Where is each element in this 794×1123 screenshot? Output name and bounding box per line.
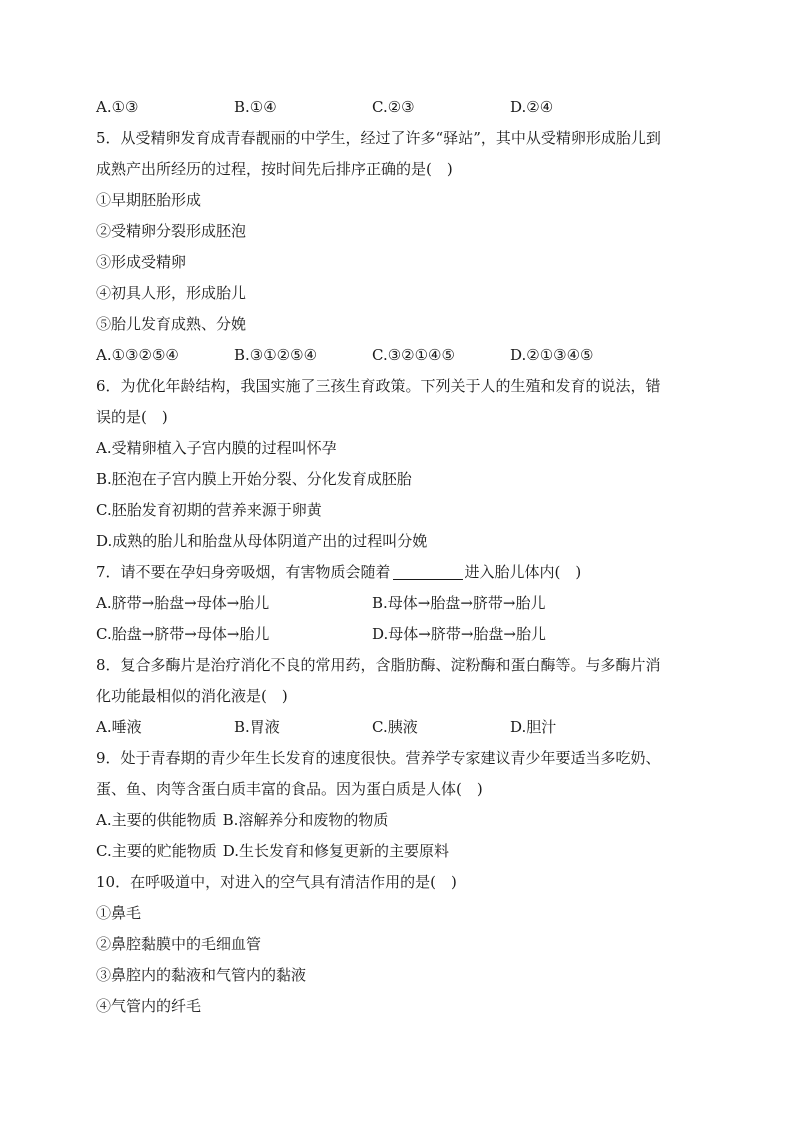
q5-option-c: C.③②①④⑤	[372, 346, 455, 364]
q7-option-c: C.胎盘→脐带→母体→胎儿	[96, 625, 270, 643]
q8-option-b: B.胃液	[234, 718, 280, 736]
q6-option-b: B.胚泡在子宫内膜上开始分裂、分化发育成胚胎	[96, 470, 412, 488]
q4-option-b: B.①④	[234, 98, 277, 116]
answer-blank	[393, 563, 463, 580]
q9-options-row-1	[96, 805, 706, 836]
q8-option-a: A.唾液	[96, 718, 142, 736]
q7-stem-before: 7．请不要在孕妇身旁吸烟，有害物质会随着	[96, 563, 391, 581]
q5-option-b: B.③①②⑤④	[234, 346, 318, 364]
q7-options-row-2	[96, 619, 706, 650]
q7-option-a: A.脐带→胎盘→母体→胎儿	[96, 594, 270, 612]
question-content	[96, 92, 706, 1022]
q10-item-1: ①鼻毛	[96, 904, 142, 922]
q6-stem-line-2: 误的是( )	[96, 408, 168, 426]
q4-options	[96, 92, 706, 123]
q6-option-d: D.成熟的胎儿和胎盘从母体阴道产出的过程叫分娩	[96, 532, 428, 550]
q7-option-d: D.母体→脐带→胎盘→胎儿	[372, 625, 546, 643]
q4-option-d: D.②④	[510, 98, 554, 116]
q8-stem-line-1: 8．复合多酶片是治疗消化不良的常用药，含脂肪酶、淀粉酶和蛋白酶等。与多酶片消	[96, 656, 661, 674]
q6-option-c: C.胚胎发育初期的营养来源于卵黄	[96, 501, 322, 519]
q5-options	[96, 340, 706, 371]
q5-item-4: ④初具人形，形成胎儿	[96, 284, 247, 302]
q8-option-c: C.胰液	[372, 718, 418, 736]
q10-item-2: ②鼻腔黏膜中的毛细血管	[96, 935, 262, 953]
q10-item-4: ④气管内的纤毛	[96, 997, 202, 1015]
q9-option-d: D.生长发育和修复更新的主要原料	[222, 842, 449, 860]
q5-item-2: ②受精卵分裂形成胚泡	[96, 222, 247, 240]
q9-option-b: B.溶解养分和废物的物质	[222, 811, 389, 829]
q10-stem: 10．在呼吸道中，对进入的空气具有清洁作用的是( )	[96, 873, 457, 891]
q9-stem-line-1: 9．处于青春期的青少年生长发育的速度很快。营养学专家建议青少年要适当多吃奶、	[96, 749, 661, 767]
q5-item-5: ⑤胎儿发育成熟、分娩	[96, 315, 247, 333]
q6-option-a: A.受精卵植入子宫内膜的过程叫怀孕	[96, 439, 337, 457]
q7-option-b: B.母体→胎盘→脐带→胎儿	[372, 594, 546, 612]
q5-stem-line-2: 成熟产出所经历的过程，按时间先后排序正确的是( )	[96, 160, 453, 178]
q9-options-row-2	[96, 836, 706, 867]
q5-item-1: ①早期胚胎形成	[96, 191, 202, 209]
q8-option-d: D.胆汁	[510, 718, 557, 736]
q5-option-d: D.②①③④⑤	[510, 346, 594, 364]
q4-option-c: C.②③	[372, 98, 415, 116]
q4-option-a: A.①③	[96, 98, 139, 116]
q7-options-row-1	[96, 588, 706, 619]
q9-option-a: A.主要的供能物质	[96, 811, 217, 829]
q8-stem-line-2: 化功能最相似的消化液是( )	[96, 687, 288, 705]
q5-item-3: ③形成受精卵	[96, 253, 187, 271]
q9-stem-line-2: 蛋、鱼、肉等含蛋白质丰富的食品。因为蛋白质是人体( )	[96, 780, 483, 798]
q8-options	[96, 712, 706, 743]
q5-stem-line-1: 5．从受精卵发育成青春靓丽的中学生，经过了许多“驿站”，其中从受精卵形成胎儿到	[96, 129, 661, 147]
q7-stem	[96, 557, 706, 588]
q7-stem-after: 进入胎儿体内( )	[464, 563, 582, 581]
q5-option-a: A.①③②⑤④	[96, 346, 179, 364]
q10-item-3: ③鼻腔内的黏液和气管内的黏液	[96, 966, 307, 984]
q6-stem-line-1: 6．为优化年龄结构，我国实施了三孩生育政策。下列关于人的生殖和发育的说法，错	[96, 377, 661, 395]
q9-option-c: C.主要的贮能物质	[96, 842, 217, 860]
